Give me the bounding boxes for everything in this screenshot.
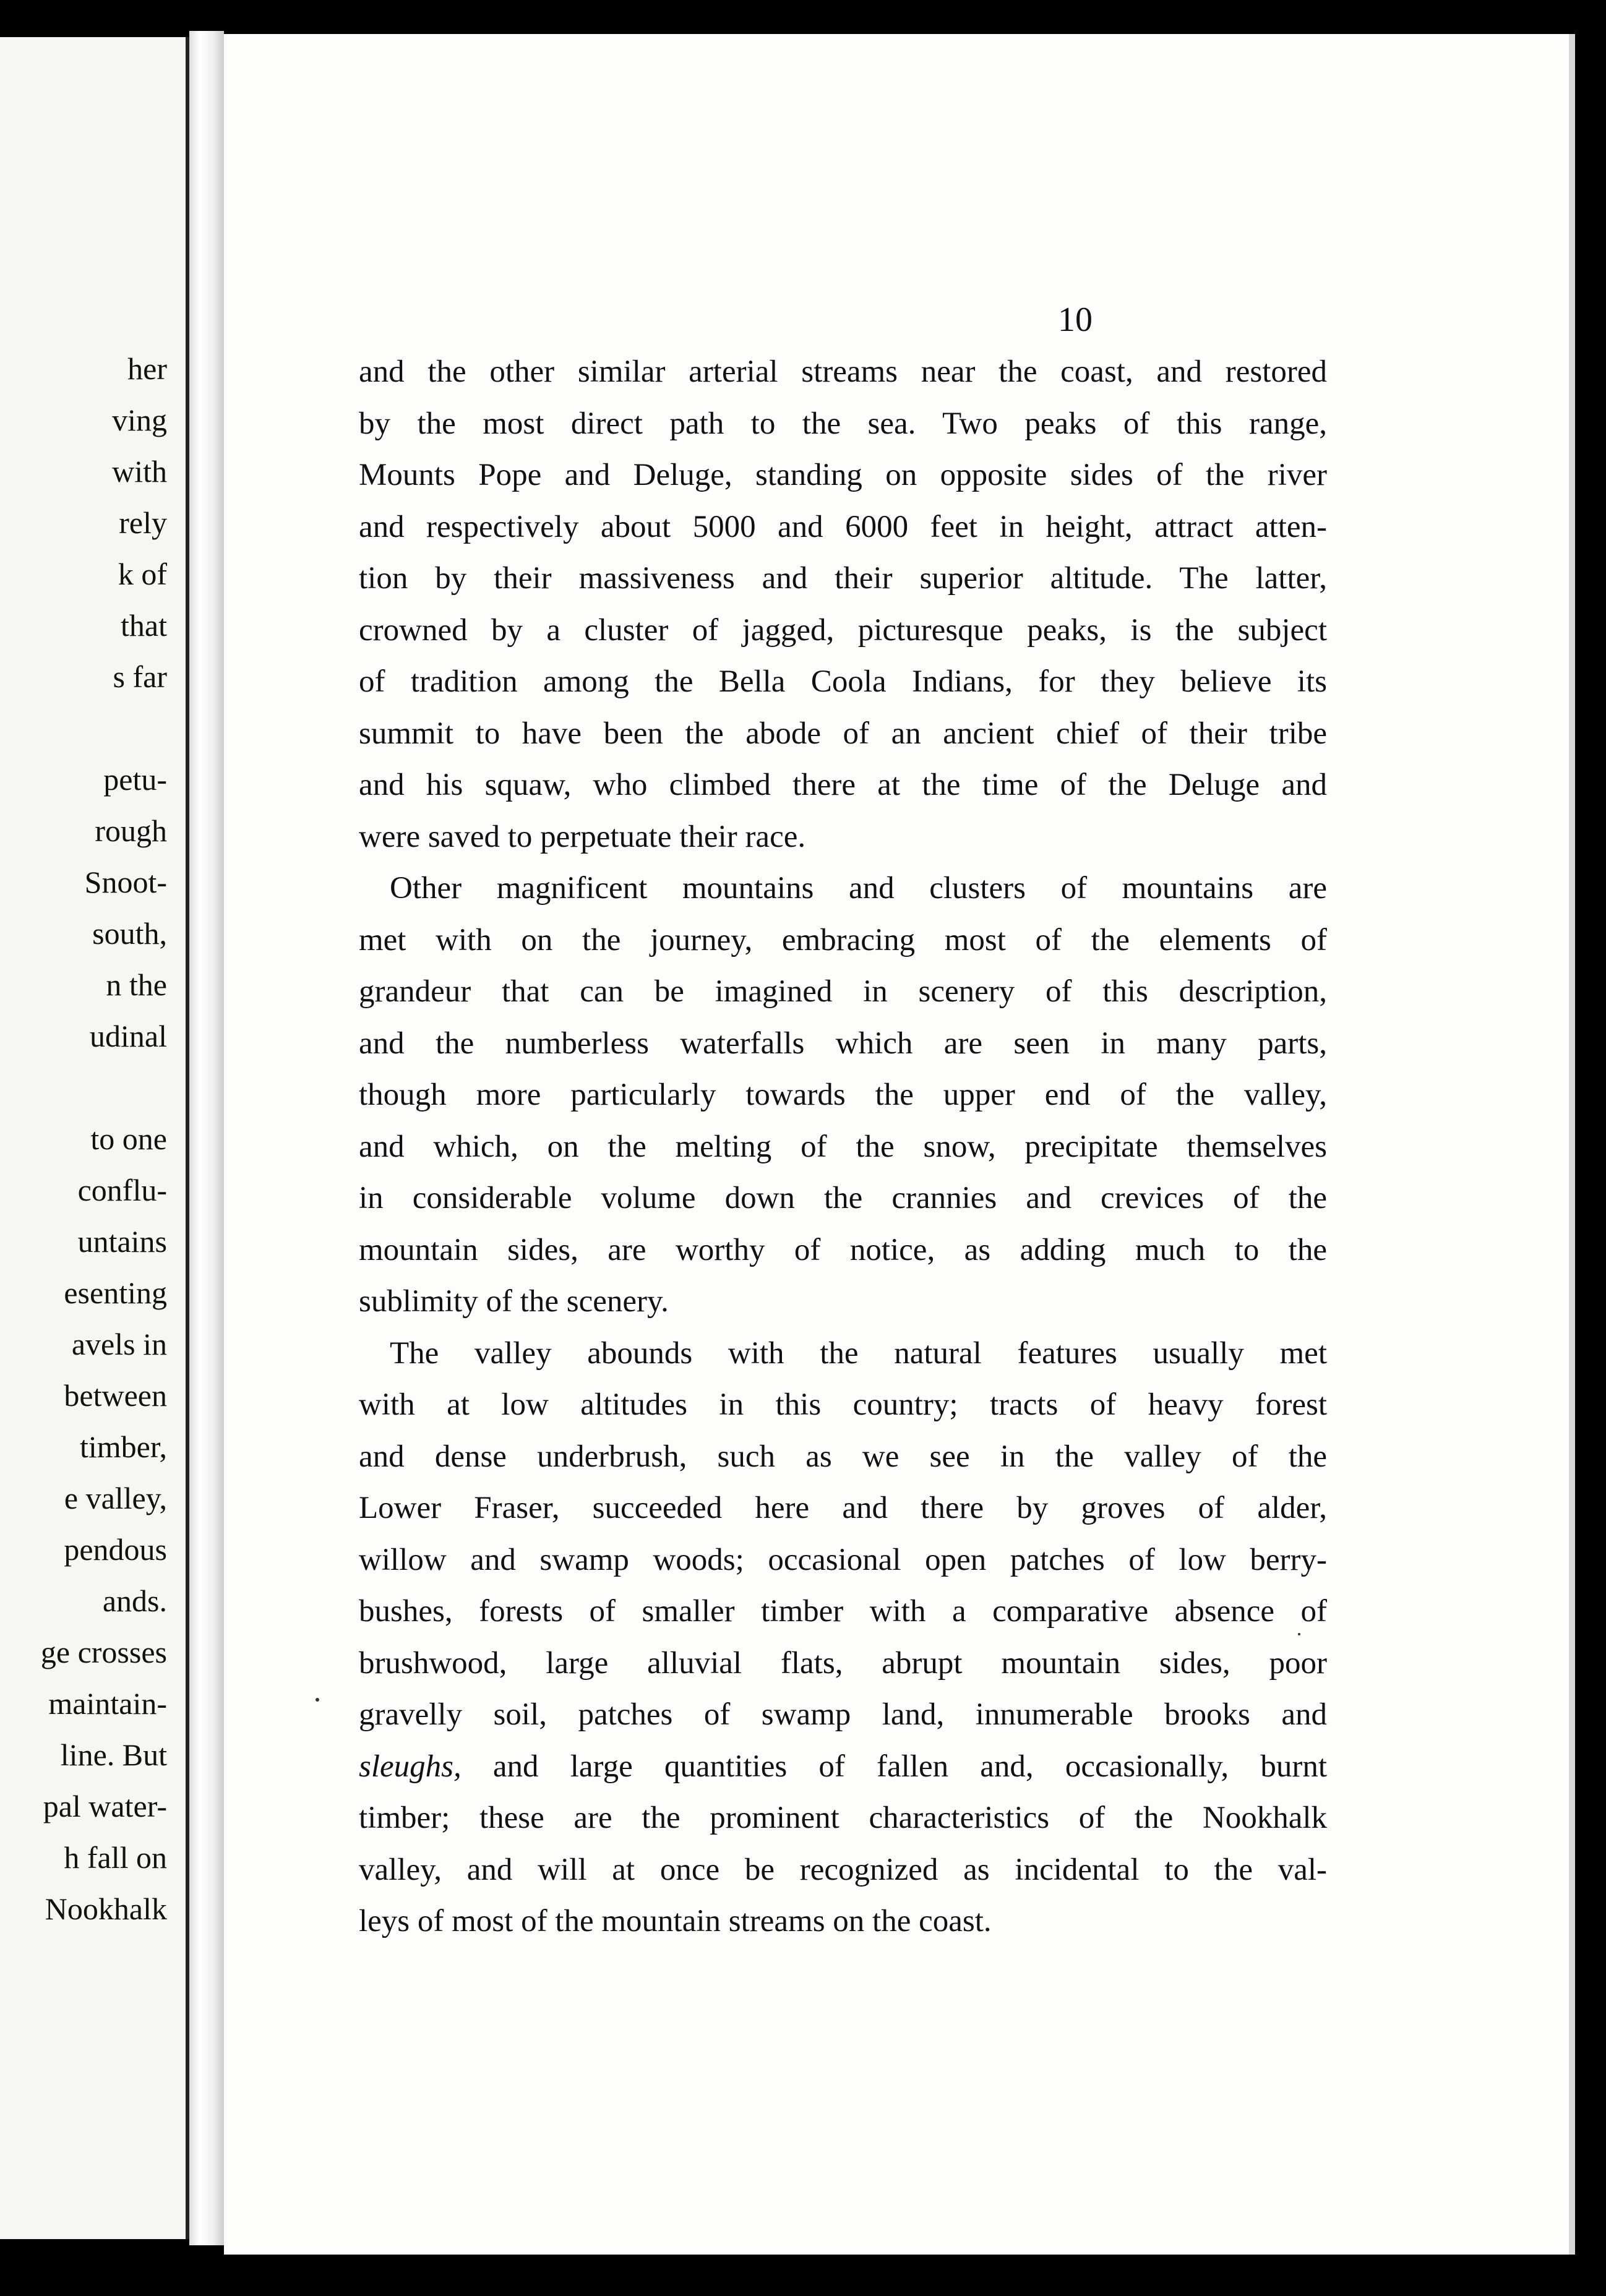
left-page-text bbox=[0, 343, 167, 1935]
left-page-line: avels in bbox=[71, 1327, 167, 1361]
text-line: sleughs, and large quantities of fallen and, occasionally, burnt bbox=[359, 1749, 1327, 1784]
body-text bbox=[359, 346, 1327, 1948]
text-line: and his squaw, who climbed there at the time of the Deluge and bbox=[359, 768, 1327, 802]
left-page-line: s far bbox=[113, 659, 167, 694]
paragraph bbox=[359, 346, 1327, 863]
text-line: grandeur that can be imagined in scenery of this description, bbox=[359, 974, 1327, 1009]
left-page-line: h fall on bbox=[64, 1840, 167, 1875]
text-line: crowned by a cluster of jagged, picturesque peaks, is the subject bbox=[359, 612, 1327, 648]
left-page-line bbox=[0, 703, 167, 754]
left-page-line: pendous bbox=[64, 1532, 167, 1567]
left-page-line: ving bbox=[112, 403, 167, 437]
left-page-line: k of bbox=[118, 557, 167, 591]
left-page-line: to one bbox=[90, 1121, 167, 1156]
left-page-line: untains bbox=[77, 1224, 167, 1259]
text-line: gravelly soil, patches of swamp land, innumerable brooks and bbox=[359, 1697, 1327, 1732]
left-page-line: ands. bbox=[102, 1583, 167, 1618]
left-page-line: line. But bbox=[60, 1737, 167, 1772]
book-gutter bbox=[189, 31, 224, 2245]
text-line: valley, and will at once be recognized as incidental to the val- bbox=[359, 1852, 1327, 1887]
left-page-line bbox=[0, 1062, 167, 1113]
left-page-line: with bbox=[112, 454, 167, 489]
left-page-line: south, bbox=[92, 916, 167, 951]
text-line: and respectively about 5000 and 6000 feet in height, attract atten- bbox=[359, 509, 1327, 544]
left-page-line: Snoot- bbox=[84, 865, 167, 899]
text-line: met with on the journey, embracing most of the elements of bbox=[359, 922, 1327, 957]
left-page-line: n the bbox=[106, 967, 167, 1002]
left-page-line: Nookhalk bbox=[45, 1891, 167, 1926]
text-line: though more particularly towards the upper end of the valley, bbox=[359, 1077, 1327, 1112]
speck-mark bbox=[316, 1698, 319, 1702]
text-line: sublimity of the scenery. bbox=[359, 1284, 669, 1319]
text-line: and the other similar arterial streams near the coast, and restored bbox=[359, 354, 1327, 389]
text-line: and dense underbrush, such as we see in the valley of the bbox=[359, 1439, 1327, 1474]
left-page-fragment bbox=[0, 37, 189, 2239]
text-line: Other magnificent mountains and clusters of mountains are bbox=[390, 871, 1327, 906]
text-line: The valley abounds with the natural features usually met bbox=[390, 1335, 1327, 1371]
left-page-line: rely bbox=[119, 505, 167, 540]
left-page-line: maintain- bbox=[48, 1686, 167, 1721]
left-page-line: ge crosses bbox=[40, 1635, 167, 1669]
text-line: Lower Fraser, succeeded here and there by groves of alder, bbox=[359, 1491, 1327, 1525]
text-line: leys of most of the mountain streams on the coast. bbox=[359, 1904, 992, 1938]
text-line: bushes, forests of smaller timber with a comparative absence of bbox=[359, 1594, 1327, 1629]
text-line: Mounts Pope and Deluge, standing on opposite sides of the river bbox=[359, 458, 1327, 492]
paragraph bbox=[359, 1328, 1327, 1948]
speck-mark bbox=[1298, 1633, 1300, 1635]
left-page-line: pal water- bbox=[43, 1789, 167, 1823]
left-page-line: her bbox=[127, 351, 167, 386]
text-line: brushwood, large alluvial flats, abrupt mountain sides, poor bbox=[359, 1645, 1327, 1681]
text-line: summit to have been the abode of an ancient chief of their tribe bbox=[359, 716, 1327, 751]
text-line: and the numberless waterfalls which are seen in many parts, bbox=[359, 1026, 1327, 1061]
left-page-line: esenting bbox=[64, 1275, 167, 1310]
left-page-line: udinal bbox=[90, 1019, 167, 1053]
left-page-line: petu- bbox=[103, 762, 167, 797]
left-page-line: between bbox=[64, 1378, 167, 1413]
left-page-line: that bbox=[121, 608, 167, 643]
left-page-line: e valley, bbox=[64, 1481, 167, 1515]
text-line: tion by their massiveness and their superior altitude. The latter, bbox=[359, 561, 1327, 596]
text-line: were saved to perpetuate their race. bbox=[359, 819, 806, 854]
text-line: mountain sides, are worthy of notice, as adding much to the bbox=[359, 1232, 1327, 1267]
text-line: willow and swamp woods; occasional open patches of low berry- bbox=[359, 1542, 1327, 1577]
paragraph bbox=[359, 863, 1327, 1328]
page-number: 10 bbox=[1058, 301, 1093, 339]
left-page-line: conflu- bbox=[77, 1173, 167, 1207]
text-line: with at low altitudes in this country; tracts of heavy forest bbox=[359, 1387, 1327, 1422]
text-line: by the most direct path to the sea. Two peaks of this range, bbox=[359, 406, 1327, 441]
text-line: in considerable volume down the crannies and crevices of the bbox=[359, 1181, 1327, 1215]
text-line: of tradition among the Bella Coola Indians, for they believe its bbox=[359, 664, 1327, 699]
left-page-line: timber, bbox=[79, 1429, 167, 1464]
left-page-line: rough bbox=[95, 813, 167, 848]
text-line: and which, on the melting of the snow, precipitate themselves bbox=[359, 1129, 1327, 1164]
text-line: timber; these are the prominent characteristics of the Nookhalk bbox=[359, 1801, 1327, 1835]
